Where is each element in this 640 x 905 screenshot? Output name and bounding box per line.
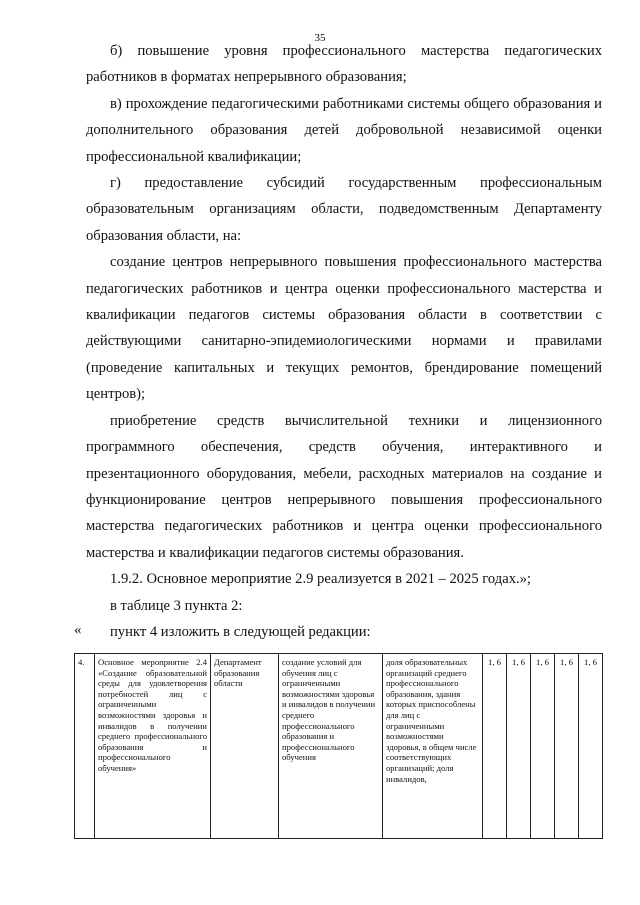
paragraph-v: в) прохождение педагогическими работниками системы общего образования и дополнительного образования детей добровольной независимой оценки профессиональной квалификации; bbox=[86, 95, 602, 165]
opening-quote: « bbox=[74, 622, 82, 638]
paragraph-g: г) предоставление субсидий государственным профессиональным образовательным организациям области, подведомственным Департаменту образования области, на: bbox=[86, 175, 602, 244]
year-value-cell-3: 1, 6 bbox=[531, 654, 555, 839]
year-value-cell-4: 1, 6 bbox=[555, 654, 579, 839]
year-value-cell-2: 1, 6 bbox=[507, 654, 531, 839]
page-number: 35 bbox=[314, 32, 326, 44]
paragraph-item-4: пункт 4 изложить в следующей редакции: bbox=[110, 623, 371, 640]
result-cell: создание условий для обучения лиц с ограниченными возможностями здоровья и инвалидов в получении среднего профессионального образования и профессионального обучения bbox=[279, 654, 383, 839]
paragraph-b: б) повышение уровня профессионального мастерства педагогических работников в форматах непрерывного образования; bbox=[86, 43, 602, 86]
paragraph-clause-1-9-2: 1.9.2. Основное мероприятие 2.9 реализуется в 2021 – 2025 годах.»; bbox=[110, 571, 531, 588]
event-cell: Основное мероприятие 2.4 «Создание образовательной среды для удовлетворения потребностей лиц с ограниченными возможностями здоровья и инвалидов в получении среднего профессионального образования и профессионального обучения» bbox=[95, 654, 211, 839]
paragraph-table-3: в таблице 3 пункта 2: bbox=[110, 597, 243, 614]
executor-cell: Департамент образования области bbox=[211, 654, 279, 839]
paragraph-centers-creation: создание центров непрерывного повышения профессионального мастерства педагогических работников и центра оценки профессионального мастерства и квалификации педагогов системы образования области в соответствии с действующими санитарно-эпидемиологическими нормами и правилами (проведение капитальных и текущих ремонтов, брендирование помещений центров); bbox=[86, 254, 602, 403]
row-number-cell: 4. bbox=[75, 654, 95, 839]
document-body bbox=[86, 38, 602, 645]
year-value-cell-1: 1, 6 bbox=[483, 654, 507, 839]
paragraph-equipment-purchase: приобретение средств вычислительной техники и лицензионного программного обеспечения, средств обучения, интерактивного и презентационного оборудования, мебели, расходных материалов на создание и функционирование центров непрерывного повышения профессионального мастерства педагогических работников и центра оценки профессионального мастерства и квалификации педагогов системы образования. bbox=[86, 412, 602, 561]
year-value-cell-5: 1, 6 bbox=[579, 654, 603, 839]
table-3-item-4 bbox=[74, 653, 603, 839]
table-row bbox=[75, 654, 603, 839]
indicator-cell: доля образовательных организаций среднего профессионального образования, здания которых приспособлены для лиц с ограниченными возможностями здоровья, в общем числе соответствующих организаций; доля инвалидов, bbox=[383, 654, 483, 839]
